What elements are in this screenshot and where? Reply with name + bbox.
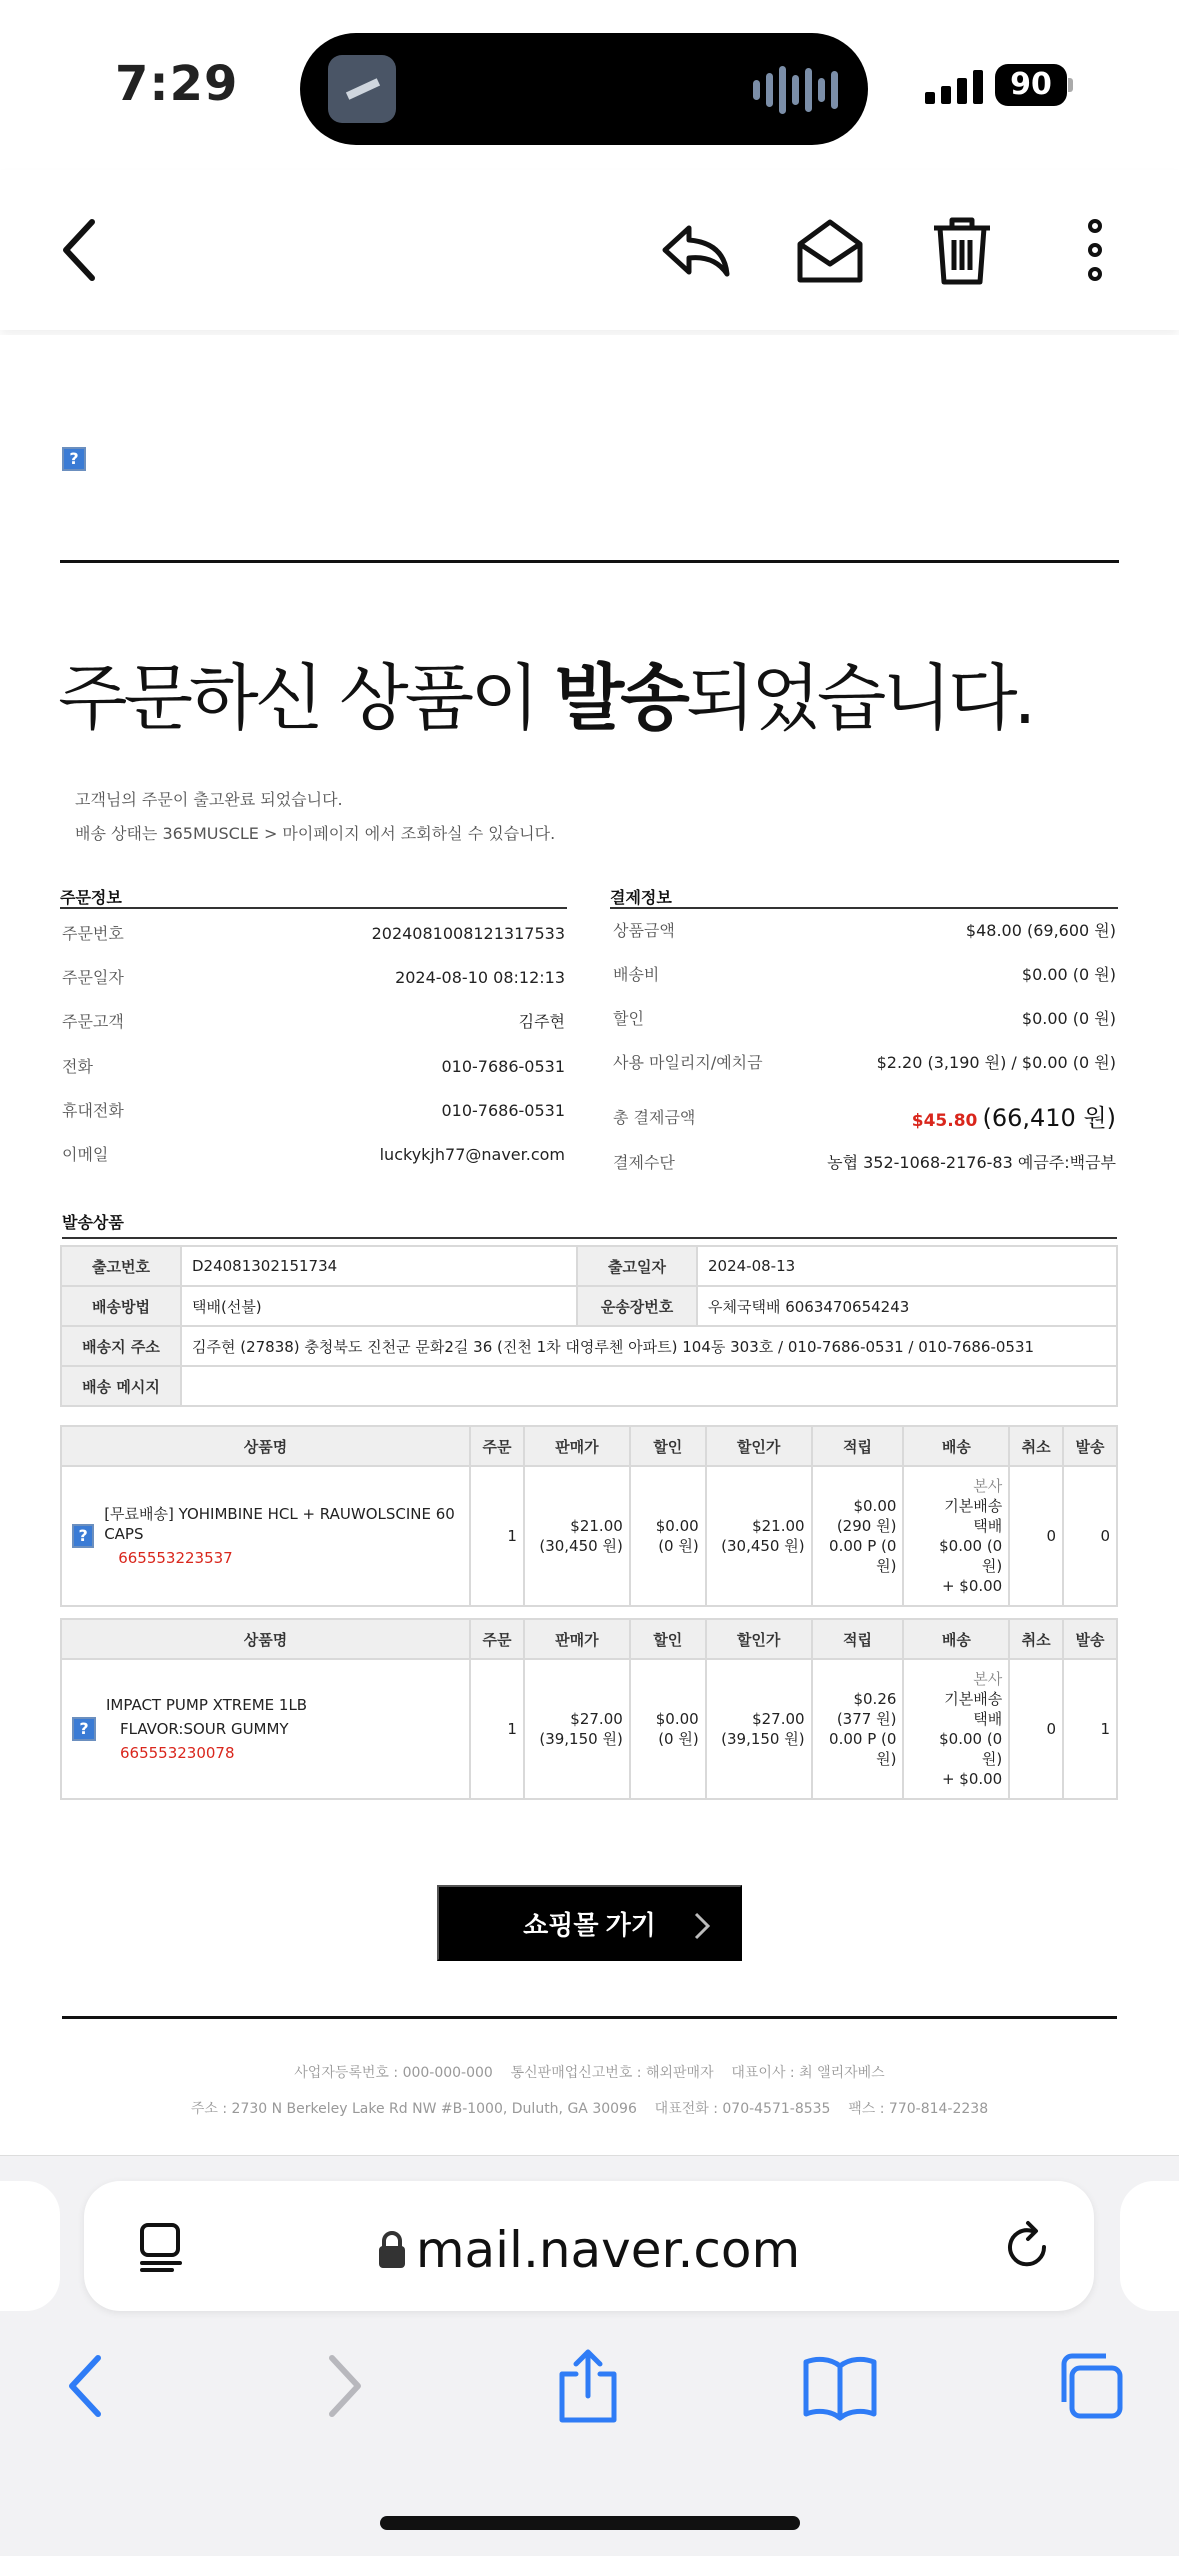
kv-value: 2024-08-10 08:12:13 (395, 968, 565, 987)
points-line: (290 원) (836, 1517, 897, 1535)
price-cell (524, 1659, 630, 1799)
column-header: 상품명 (61, 1619, 470, 1659)
kv-value: $2.20 (3,190 원) / $0.00 (0 원) (876, 1053, 1116, 1072)
sale-price: $21.00 (752, 1517, 805, 1535)
total-krw: (66,410 원) (982, 1104, 1116, 1132)
points-line: 원) (876, 1750, 897, 1768)
kv-key: 사용 마일리지/예치금 (613, 1053, 763, 1072)
headline-part: 되었습니다. (685, 656, 1033, 740)
message (181, 1366, 1117, 1406)
column-header: 상품명 (61, 1426, 470, 1466)
more-options-icon[interactable] (1055, 210, 1135, 290)
kv-value[interactable]: luckykjh77@naver.com (379, 1145, 565, 1164)
column-header: 할인 (630, 1426, 706, 1466)
discount-krw: (0 원) (658, 1537, 699, 1555)
sale-krw: (39,150 원) (721, 1730, 805, 1748)
points-line: (377 원) (836, 1710, 897, 1728)
shipment-table (60, 1245, 1118, 1407)
back-arrow-icon[interactable] (50, 2346, 130, 2426)
points-line: $0.00 (853, 1497, 897, 1515)
address-bar[interactable] (84, 2181, 1094, 2311)
lock-icon (378, 2229, 406, 2269)
product-name[interactable]: [무료배송] YOHIMBINE HCL + RAUWOLSCINE 60 CAPS (104, 1505, 455, 1543)
payment-info-row (613, 1007, 1116, 1031)
footer-line-2: 주소 : 2730 N Berkeley Lake Rd NW #B-1000, Duluth, GA 30096 대표전화 : 070-4571-8535 팩스 : 770-814-2238 (190, 2101, 989, 2117)
section-line (610, 907, 1118, 909)
points-line: 0.00 P (0 (829, 1537, 897, 1555)
kv-key: 주문고객 (62, 1012, 124, 1031)
column-header: 주문 (470, 1619, 524, 1659)
now-playing-app-icon (328, 55, 396, 123)
price-cell (524, 1466, 630, 1606)
price-krw: (39,150 원) (539, 1730, 623, 1748)
shipping-line: 본사 (973, 1477, 1003, 1495)
table-header-row (61, 1426, 1117, 1466)
table-row (61, 1659, 1117, 1799)
payment-info-row (613, 919, 1116, 943)
divider (60, 560, 1119, 563)
shipping-line: $0.00 (0 (939, 1537, 1003, 1555)
dynamic-island[interactable] (300, 33, 868, 145)
kv-value: 010-7686-0531 (441, 1101, 565, 1120)
sale-cell (706, 1659, 812, 1799)
email-body (0, 335, 1179, 2155)
points-cell (812, 1466, 904, 1606)
divider (62, 2016, 1117, 2019)
order-info-row (62, 966, 565, 990)
column-header: 취소 (1009, 1426, 1063, 1466)
sent-count: 1 (1063, 1659, 1117, 1799)
column-header: 적립 (812, 1426, 904, 1466)
shipping-line: + $0.00 (941, 1770, 1003, 1788)
headline (58, 640, 1032, 744)
column-header: 주문 (470, 1426, 524, 1466)
shipping-line: 원) (981, 1557, 1003, 1575)
sale-krw: (30,450 원) (721, 1537, 805, 1555)
points-line: 원) (876, 1557, 897, 1575)
table-row (61, 1286, 1117, 1326)
broken-image-icon: ? (72, 1717, 96, 1741)
shipping-cell (903, 1466, 1009, 1606)
back-chevron-icon[interactable] (42, 210, 122, 290)
envelope-open-icon[interactable] (790, 210, 870, 290)
shipping-line: + $0.00 (941, 1577, 1003, 1595)
column-header: 판매가 (524, 1619, 630, 1659)
points-line: 0.00 P (0 (829, 1730, 897, 1748)
kv-key: 결제수단 (613, 1153, 675, 1172)
price-krw: (30,450 원) (539, 1537, 623, 1555)
kv-key: 전화 (62, 1057, 93, 1076)
product-code[interactable]: 665553230078 (120, 1744, 235, 1762)
battery-tip (1068, 78, 1073, 92)
qty: 1 (470, 1466, 524, 1606)
payment-info-row (613, 963, 1116, 987)
table-row (61, 1326, 1117, 1366)
price: $21.00 (570, 1517, 623, 1535)
points-line: $0.26 (853, 1690, 897, 1708)
bookmarks-icon[interactable] (800, 2346, 880, 2426)
kv-key: 총 결제금액 (613, 1108, 696, 1127)
tracking-number[interactable]: 우체국택배 6063470654243 (697, 1286, 1117, 1326)
mail-toolbar (0, 170, 1179, 330)
kv-key: 할인 (613, 1009, 644, 1028)
forward-arrow-icon[interactable] (300, 2346, 380, 2426)
cellular-signal-icon (925, 68, 983, 104)
browser-chrome (0, 2155, 1179, 2556)
kv-value: $0.00 (0 원) (1021, 1009, 1116, 1028)
discount-cell (630, 1659, 706, 1799)
release-no: D24081302151734 (181, 1246, 577, 1286)
ship-method: 택배(선불) (181, 1286, 577, 1326)
column-header: 발송 (1063, 1619, 1117, 1659)
discount-cell (630, 1466, 706, 1606)
sale-price: $27.00 (752, 1710, 805, 1728)
headline-bold: 발송 (554, 656, 686, 740)
table-header-row (61, 1619, 1117, 1659)
order-info-row (62, 1099, 565, 1123)
payment-method-row (613, 1151, 1116, 1175)
product-table (60, 1618, 1118, 1800)
message-label: 배송 메시지 (61, 1366, 181, 1406)
release-date: 2024-08-13 (697, 1246, 1117, 1286)
shipping-line: 택배 (973, 1517, 1003, 1535)
headline-part: 주문하신 상품이 (58, 656, 555, 740)
sent-count: 0 (1063, 1466, 1117, 1606)
intro-line-1: 고객님의 주문이 출고완료 되었습니다. (75, 790, 343, 809)
section-line (60, 907, 567, 909)
home-indicator[interactable] (380, 2516, 800, 2530)
reload-icon[interactable] (1002, 2219, 1054, 2273)
qty: 1 (470, 1659, 524, 1799)
shipping-line: 기본배송 (944, 1690, 1003, 1708)
kv-key: 상품금액 (613, 921, 675, 940)
kv-value: $48.00 (69,600 원) (965, 921, 1116, 940)
kv-key: 이메일 (62, 1145, 109, 1164)
payment-total-row (613, 1103, 1116, 1133)
shipment-title: 발송상품 (62, 1213, 124, 1232)
shipping-line: $0.00 (0 (939, 1730, 1003, 1748)
column-header: 할인가 (706, 1426, 812, 1466)
column-header: 할인 (630, 1619, 706, 1659)
battery-icon: 90 (995, 64, 1067, 106)
go-to-shop-button[interactable] (437, 1885, 742, 1961)
shipping-line: 본사 (973, 1670, 1003, 1688)
points-cell (812, 1659, 904, 1799)
kv-key: 배송비 (613, 965, 660, 984)
release-date-label: 출고일자 (577, 1246, 697, 1286)
column-header: 발송 (1063, 1426, 1117, 1466)
column-header: 배송 (903, 1619, 1009, 1659)
kv-value: 010-7686-0531 (441, 1057, 565, 1076)
payment-info-title: 결제정보 (610, 888, 672, 907)
footer-line-1: 사업자등록번호 : 000-000-000 통신판매업신고번호 : 해외판매자 대표이사 : 최 앨리자베스 (294, 2065, 885, 2081)
discount: $0.00 (655, 1710, 699, 1728)
status-time: 7:29 (115, 56, 239, 112)
kv-value: 농협 352-1068-2176-83 예금주:백금부 (827, 1153, 1116, 1172)
discount-krw: (0 원) (658, 1730, 699, 1748)
order-info-title: 주문정보 (60, 888, 122, 907)
previous-tab-card[interactable] (0, 2181, 60, 2311)
audio-wave-icon (753, 63, 838, 117)
shipping-line: 택배 (973, 1710, 1003, 1728)
broken-image-icon: ? (62, 447, 86, 471)
table-row (61, 1246, 1117, 1286)
product-code[interactable]: 665553223537 (118, 1549, 233, 1567)
reply-icon[interactable] (655, 210, 735, 290)
price: $27.00 (570, 1710, 623, 1728)
cancel-count: 0 (1009, 1466, 1063, 1606)
order-info-row (62, 1055, 565, 1079)
kv-key: 주문번호 (62, 924, 124, 943)
broken-image-icon: ? (72, 1524, 94, 1548)
table-row (61, 1366, 1117, 1406)
discount: $0.00 (655, 1517, 699, 1535)
total-usd: $45.80 (911, 1111, 978, 1131)
tabs-icon[interactable] (1050, 2346, 1130, 2426)
product-name-cell (61, 1466, 470, 1606)
product-option: FLAVOR:SOUR GUMMY (120, 1720, 289, 1738)
product-table (60, 1425, 1118, 1607)
column-header: 적립 (812, 1619, 904, 1659)
column-header: 배송 (903, 1426, 1009, 1466)
kv-key: 휴대전화 (62, 1101, 124, 1120)
address-label: 배송지 주소 (61, 1326, 181, 1366)
tracking-label: 운송장번호 (577, 1286, 697, 1326)
intro-line-2: 배송 상태는 365MUSCLE > 마이페이지 에서 조회하실 수 있습니다. (75, 824, 556, 843)
column-header: 취소 (1009, 1619, 1063, 1659)
shipping-line: 원) (981, 1750, 1003, 1768)
section-line (62, 1237, 1117, 1239)
table-row (61, 1466, 1117, 1606)
kv-value: 2024081008121317533 (371, 924, 565, 943)
kv-value (912, 1103, 1116, 1136)
order-info-row (62, 922, 565, 946)
address: 김주현 (27838) 충청북도 진천군 문화2길 36 (진천 1차 대영루첸 아파트) 104동 303호 / 010-7686-0531 / 010-7686-0531 (181, 1326, 1117, 1366)
cancel-count: 0 (1009, 1659, 1063, 1799)
release-no-label: 출고번호 (61, 1246, 181, 1286)
kv-value: $0.00 (0 원) (1021, 965, 1116, 984)
status-bar (0, 0, 1179, 170)
payment-info-row (613, 1051, 1116, 1075)
chevron-right-icon (692, 1911, 712, 1941)
url-label: mail.naver.com (415, 2221, 801, 2279)
product-name[interactable]: IMPACT PUMP XTREME 1LB (106, 1696, 308, 1714)
shipping-cell (903, 1659, 1009, 1799)
column-header: 판매가 (524, 1426, 630, 1466)
column-header: 할인가 (706, 1619, 812, 1659)
sale-cell (706, 1466, 812, 1606)
kv-value: 김주현 (518, 1012, 565, 1031)
shipping-line: 기본배송 (944, 1497, 1003, 1515)
ship-method-label: 배송방법 (61, 1286, 181, 1326)
order-info-row (62, 1143, 565, 1167)
kv-key: 주문일자 (62, 968, 124, 987)
url-text[interactable] (84, 2221, 1094, 2279)
shop-button-label: 쇼핑몰 가기 (523, 1909, 656, 1940)
next-tab-card[interactable] (1120, 2181, 1179, 2311)
trash-icon[interactable] (922, 210, 1002, 290)
share-icon[interactable] (548, 2346, 628, 2426)
product-name-cell (61, 1659, 470, 1799)
order-info-row (62, 1010, 565, 1034)
